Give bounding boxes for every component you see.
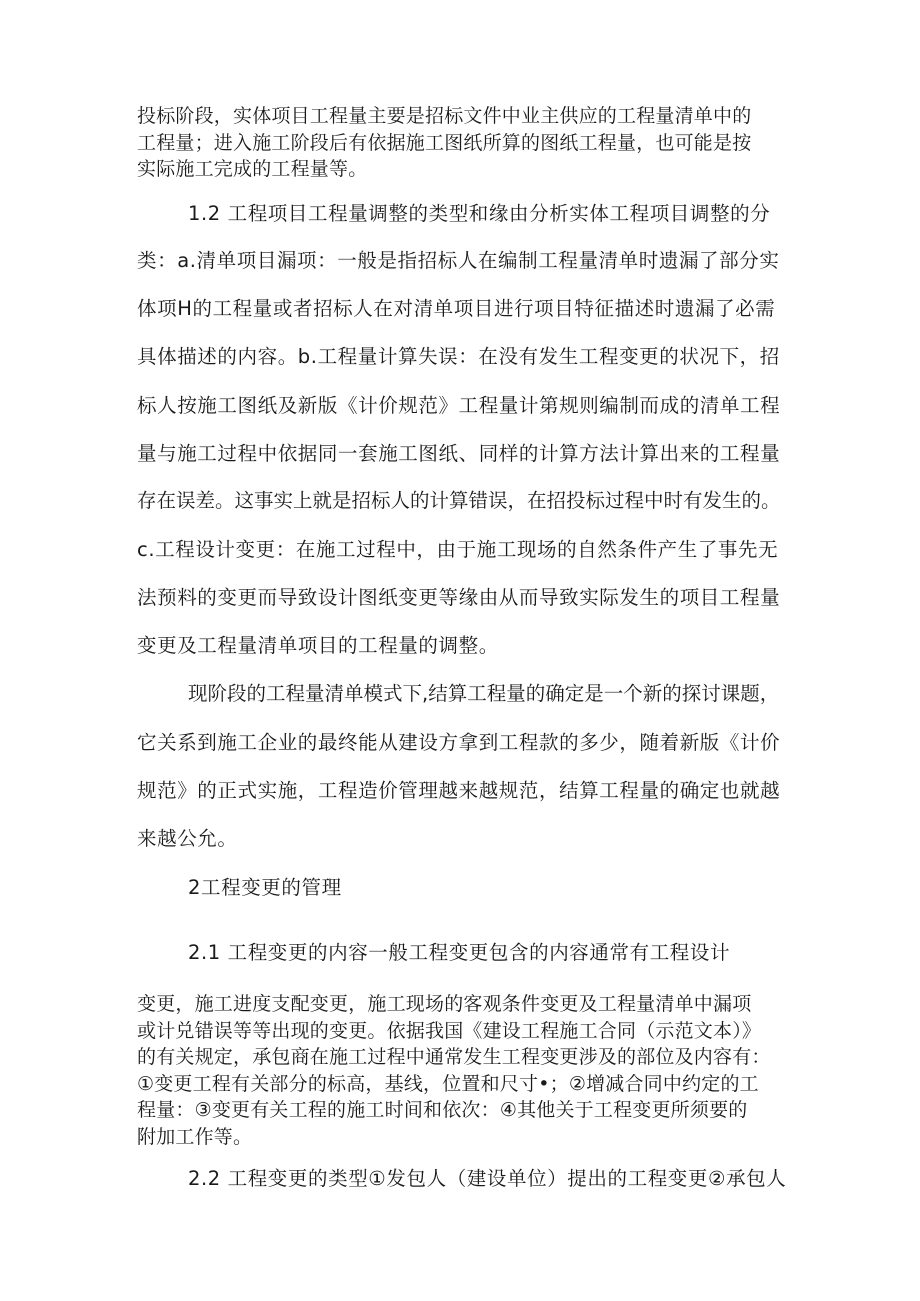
section-2-1-line-1: 2.1 工程变更的内容一般工程变更包含的内容通常有工程设计 [188,941,731,964]
section-1-2-line-10: 变更及工程量清单项目的工程量的调整。 [137,634,499,657]
section-1-2-line-9: 法预料的变更而导致设计图纸变更等缘由从而导致实际发生的项目工程量 [137,586,781,609]
paragraph-change-line-1: 变更，施工进度支配变更，施工现场的客观条件变更及工程量清单中漏项 [137,993,752,1015]
section-1-2-line-6: 量与施工过程中依据同一套施工图纸、同样的计算方法计算出来的工程量 [137,442,781,465]
section-1-2-line-2: 类：a.清单项目漏项：一般是指招标人在编制工程量清单时遗漏了部分实 [137,249,780,272]
section-1-2-line-8: c.工程设计变更：在施工过程中，由于施工现场的自然条件产生了事先无 [137,538,779,561]
paragraph-1-line-1: 投标阶段，实体项目工程量主要是招标文件中业主供应的工程量清单中的 [137,105,752,127]
section-1-2-line-5: 标人按施工图纸及新版《计价规范》工程量计第规则编制而成的清单工程 [137,394,781,417]
section-1-2-line-1: 1.2 工程项目工程量调整的类型和缘由分析实体工程项目调整的分 [188,202,771,225]
paragraph-current-line-4: 来越公允。 [137,827,238,850]
section-1-2-line-3: 体项H的工程量或者招标人在对清单项目进行项目特征描述时遗漏了必需 [137,297,776,320]
paragraph-change-line-5: 程量：③变更有关工程的施工时间和依次：④其他关于工程变更所须要的 [137,1099,748,1121]
heading-2: 2工程变更的管理 [188,876,342,899]
paragraph-1-line-3: 实际施工完成的工程量等。 [137,158,368,180]
paragraph-change-line-6: 附加工作等。 [137,1126,253,1148]
paragraph-current-line-3: 规范》的正式实施，工程造价管理越来越规范，结算工程量的确定也就越 [137,779,781,802]
section-2-2-line-1: 2.2 工程变更的类型①发包人（建设单位）提出的工程变更②承包人 [188,1167,787,1190]
paragraph-1-line-2: 工程量；进入施工阶段后有依据施工图纸所算的图纸工程量，也可能是按 [137,132,752,154]
section-1-2-line-4: 具体描述的内容。b.工程量计算失误：在没有发生工程变更的状况下，招 [137,345,780,368]
paragraph-current-line-2: 它关系到施工企业的最终能从建设方拿到工程款的多少，随着新版《计价 [137,731,781,754]
paragraph-current-line-1: 现阶段的工程量清单模式下,结算工程量的确定是一个新的探讨课题， [188,682,780,705]
paragraph-change-line-2: 或计兑错误等等出现的变更。依据我国《建设工程施工合同（示范文本）》 [137,1020,762,1042]
paragraph-change-line-3: 的有关规定，承包商在施工过程中通常发生工程变更涉及的部位及内容有： [137,1046,771,1068]
section-1-2-line-7: 存在误差。这事实上就是招标人的计算错误，在招投标过程中时有发生的。 [137,489,781,512]
paragraph-change-line-4: ①变更工程有关部分的标高，基线，位置和尺寸•；②增减合同中约定的工 [137,1073,759,1095]
